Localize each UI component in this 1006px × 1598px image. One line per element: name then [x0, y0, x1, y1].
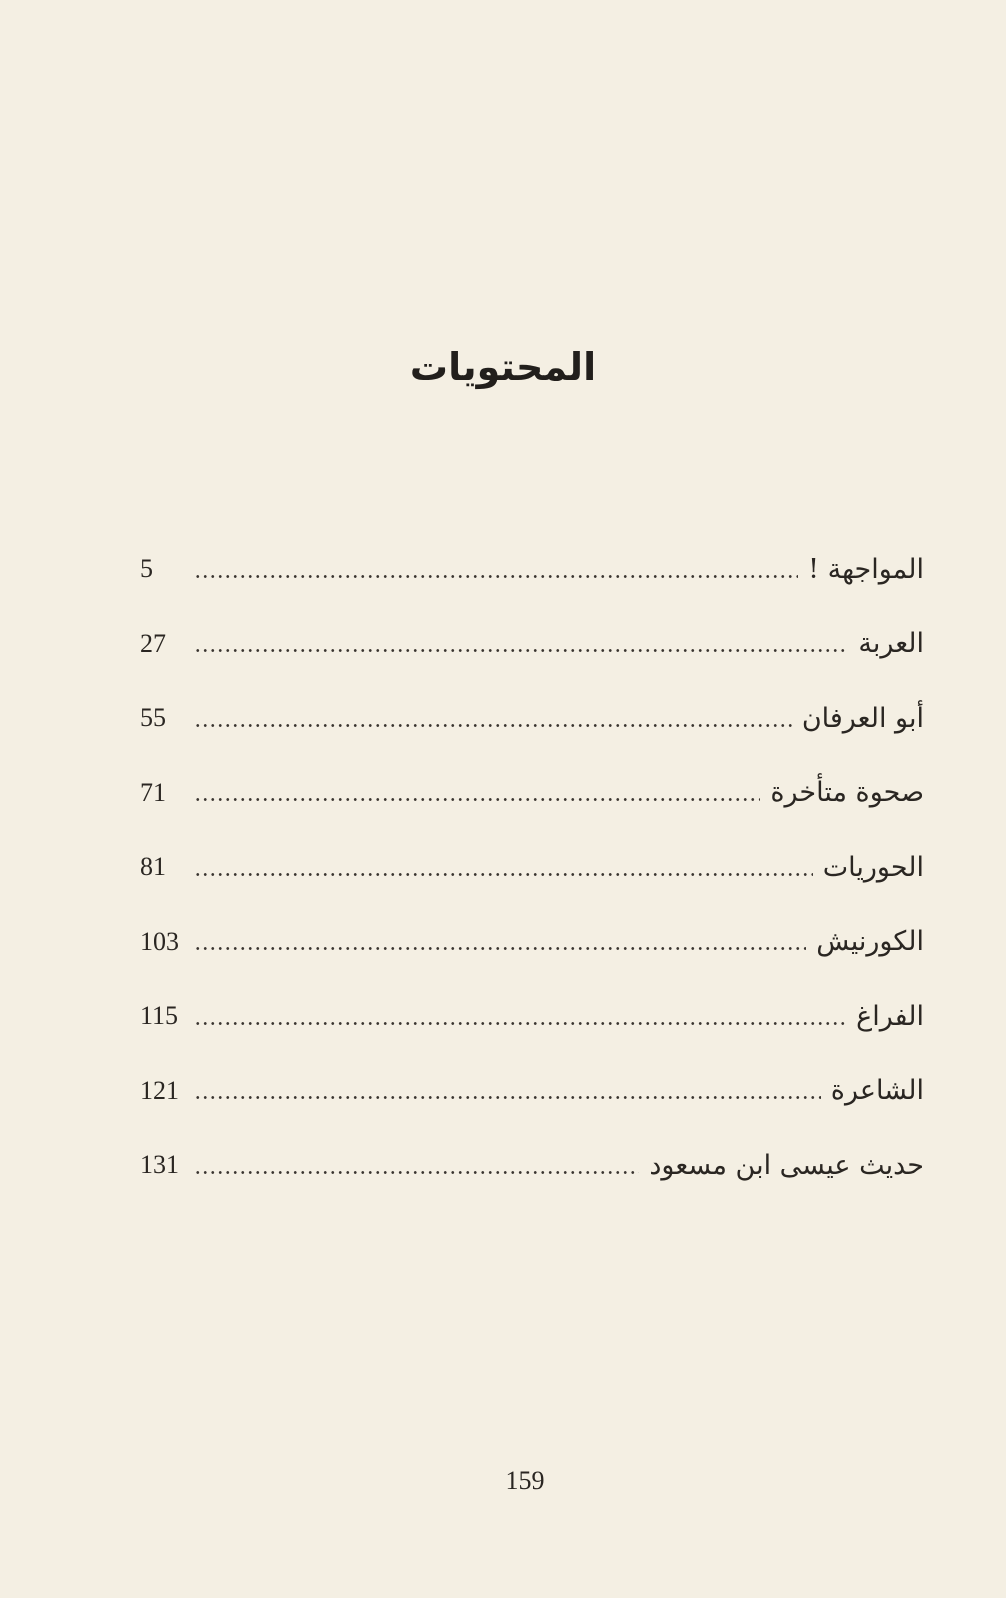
toc-dot-leader: [194, 649, 848, 652]
toc-entry-page: 121: [140, 1075, 179, 1105]
toc-entry-title: العربة: [858, 628, 924, 660]
toc-entry-title: أبو العرفان: [801, 702, 924, 734]
toc-entry: [140, 979, 924, 1054]
toc-entry: [140, 681, 924, 756]
toc-entry-title: حديث عيسى ابن مسعود: [649, 1149, 924, 1181]
toc-entry-page: 81: [140, 852, 166, 882]
toc-entry-page: 71: [140, 777, 166, 807]
toc-entry-page: 115: [140, 1001, 179, 1031]
toc-entry: [140, 830, 924, 905]
toc-entry: [140, 1054, 924, 1129]
toc-entry: [140, 756, 924, 831]
toc-entry-title: الفراغ: [856, 1000, 924, 1032]
toc-dot-leader: [194, 873, 813, 876]
toc-entry: [140, 905, 924, 980]
toc-entry-page: 103: [140, 926, 179, 956]
toc-dot-leader: [194, 1171, 639, 1174]
page-number: 159: [505, 1466, 545, 1495]
toc-dot-leader: [194, 1022, 846, 1025]
toc-entry-page: 27: [140, 628, 166, 658]
toc-entry-title: الكورنيش: [816, 926, 924, 958]
toc-entry-title: الحوريات: [822, 851, 924, 883]
toc-dot-leader: [194, 724, 792, 727]
page-title: المحتويات: [409, 345, 597, 389]
toc-entry-title: صحوة متأخرة: [770, 777, 924, 809]
toc-dot-leader: [194, 947, 806, 950]
toc-dot-leader: [194, 575, 798, 578]
toc-dot-leader: [194, 798, 760, 801]
toc-entry: [140, 532, 924, 607]
toc-entry-title: الشاعرة: [830, 1075, 924, 1107]
toc-entry: [140, 1128, 924, 1203]
table-of-contents: [140, 532, 924, 1203]
toc-dot-leader: [194, 1096, 821, 1099]
toc-entry-title: المواجهة !: [808, 553, 924, 585]
toc-entry-page: 131: [140, 1150, 179, 1180]
toc-entry: [140, 607, 924, 682]
toc-entry-page: 55: [140, 703, 166, 733]
toc-entry-page: 5: [140, 554, 153, 584]
